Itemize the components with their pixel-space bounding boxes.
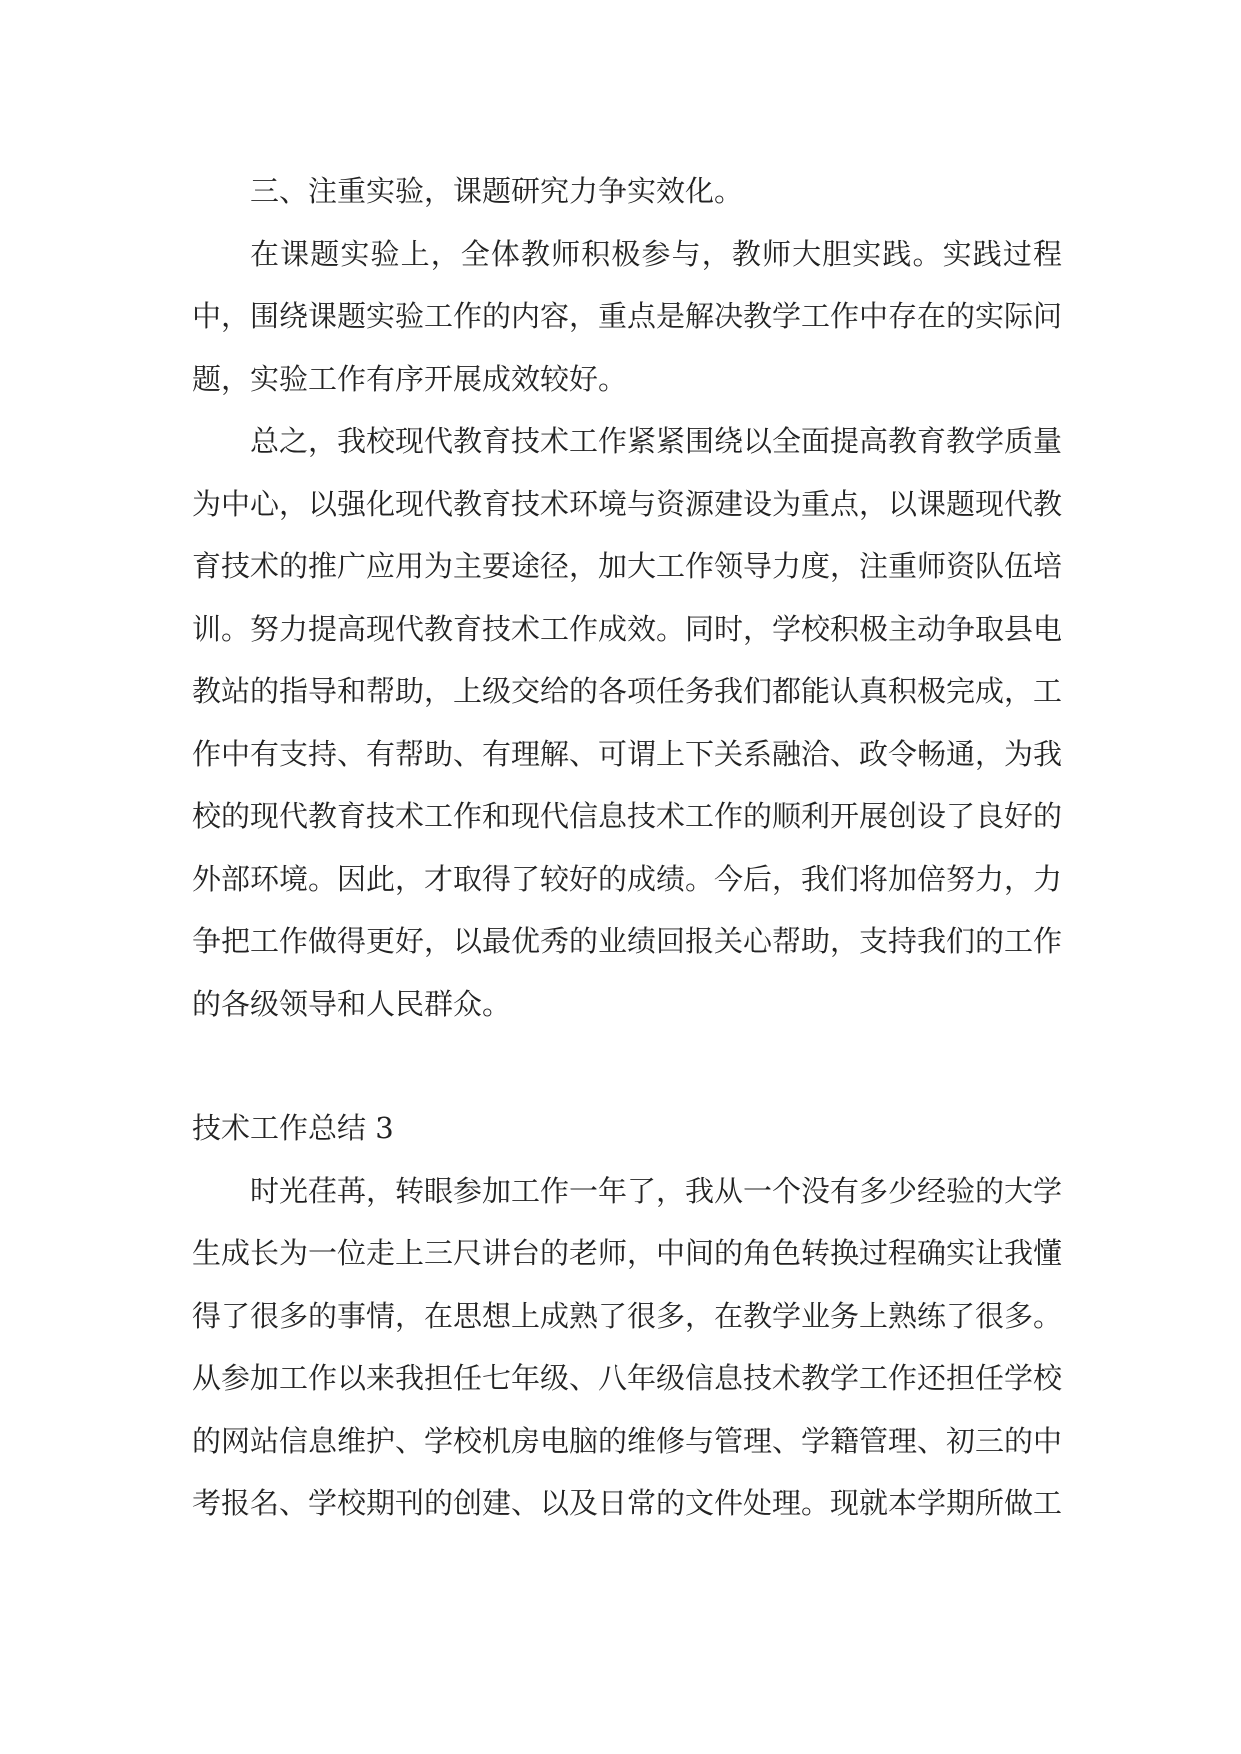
section-heading: 技术工作总结 3 xyxy=(192,1111,394,1145)
paragraph-summary: 总之，我校现代教育技术工作紧紧围绕以全面提高教育教学质量为中心，以强化现代教育技术环境与资源建设为重点，以课题现代教育技术的推广应用为主要途径，加大工作领导力度，注重师资队伍培训。努力提高现代教育技术工作成效。同时，学校积极主动争取县电教站的指导和帮助，上级交给的各项任务我们都能认真积极完成，工作中有支持、有帮助、有理解、可谓上下关系融洽、政令畅通，为我校的现代教育技术工作和现代信息技术工作的顺利开展创设了良好的外部环境。因此，才取得了较好的成绩。今后，我们将加倍努力，力争把工作做得更好，以最优秀的业绩回报关心帮助，支持我们的工作的各级领导和人民群众。 xyxy=(192,424,1063,1021)
paragraph-experiment-body: 在课题实验上，全体教师积极参与，教师大胆实践。实践过程中，围绕课题实验工作的内容，重点是解决教学工作中存在的实际问题，实验工作有序开展成效较好。 xyxy=(192,236,1063,396)
section-spacer xyxy=(192,1035,1062,1097)
document-body xyxy=(192,160,1062,1535)
paragraph-section3-intro: 时光荏苒，转眼参加工作一年了，我从一个没有多少经验的大学生成长为一位走上三尺讲台的老师，中间的角色转换过程确实让我懂得了很多的事情，在思想上成熟了很多，在教学业务上熟练了很多。从参加工作以来我担任七年级、八年级信息技术教学工作还担任学校的网站信息维护、学校机房电脑的维修与管理、学籍管理、初三的中考报名、学校期刊的创建、以及日常的文件处理。现就本学期所做工 xyxy=(192,1173,1063,1520)
paragraph-experiment-heading: 三、注重实验，课题研究力争实效化。 xyxy=(250,174,744,208)
